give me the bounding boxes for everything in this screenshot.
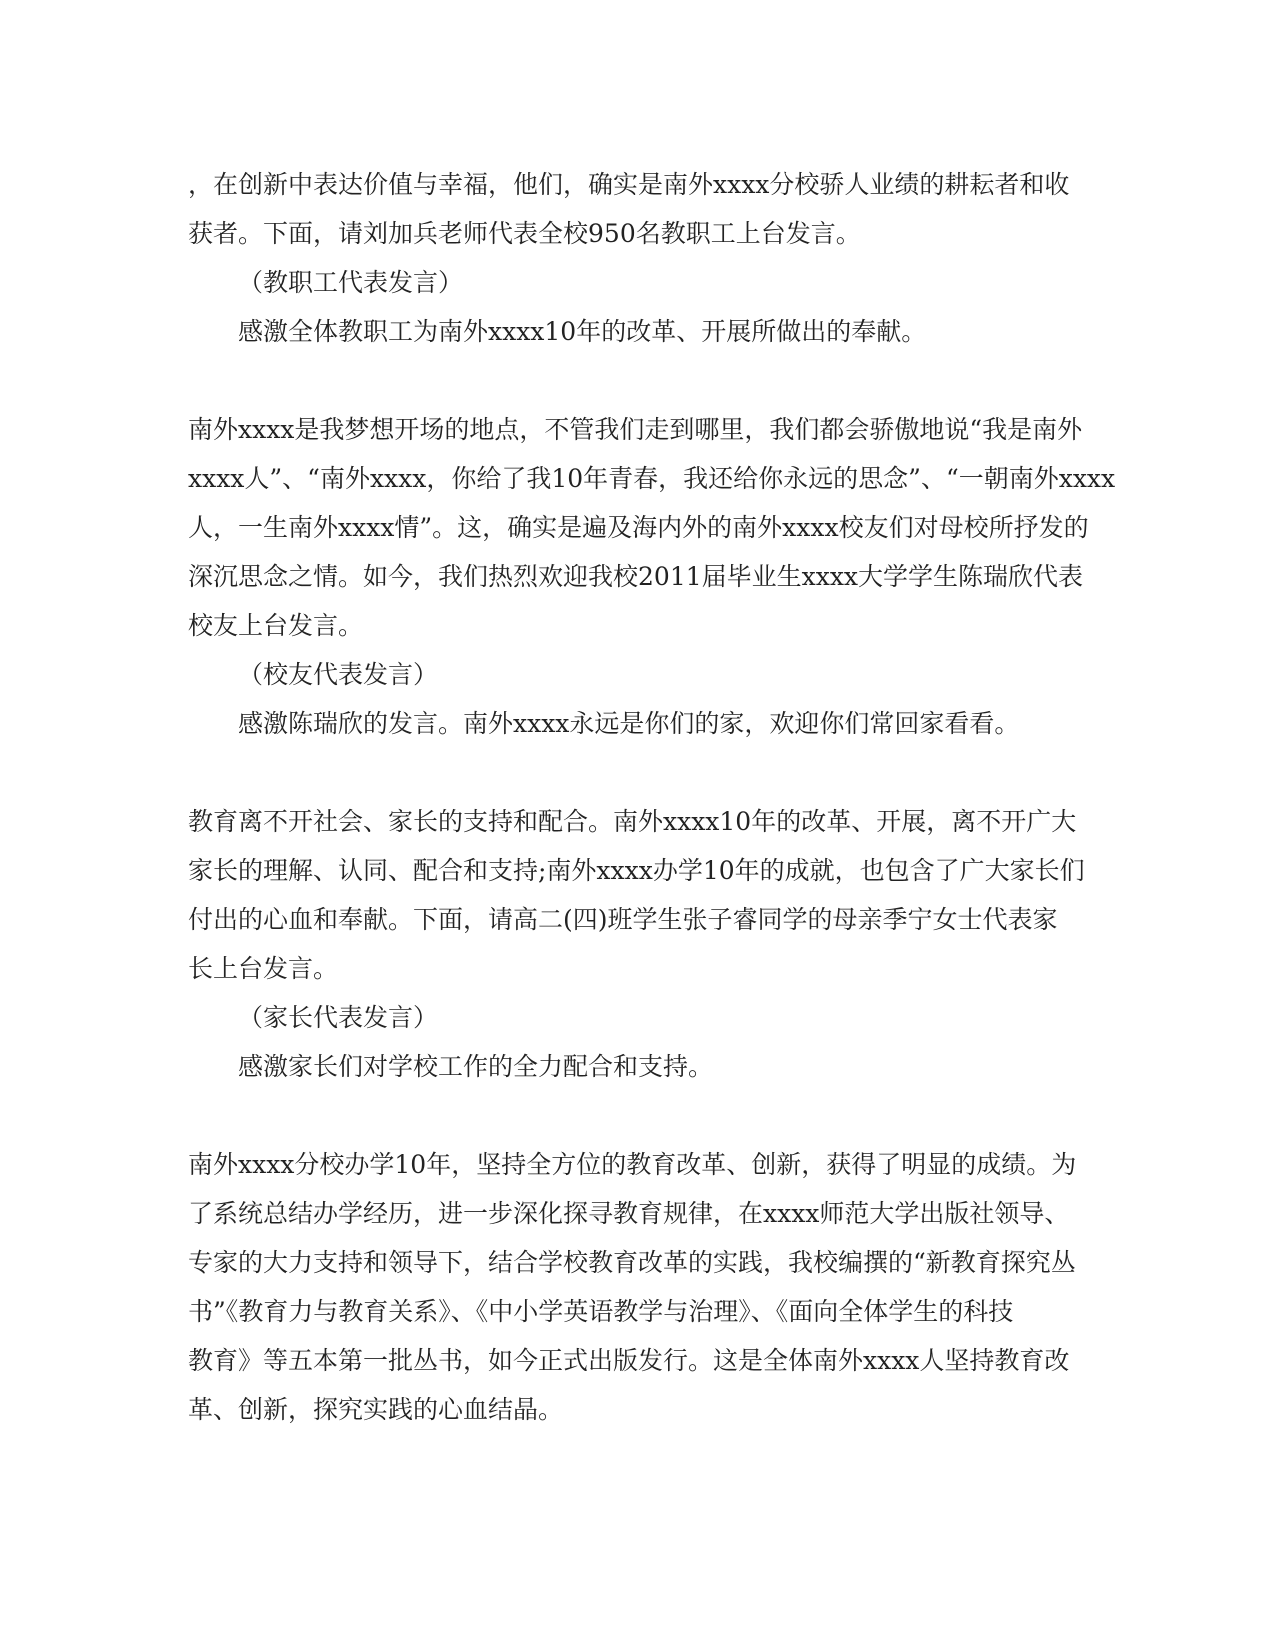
paragraph-line: 人，一生南外xxxx情”。这，确实是遍及海内外的南外xxxx校友们对母校所抒发的 [188,513,1089,542]
thanks-line: 感激全体教职工为南外xxxx10年的改革、开展所做出的奉献。 [238,317,927,346]
paragraph-line: 专家的大力支持和领导下，结合学校教育改革的实践，我校编撰的“新教育探究丛 [188,1248,1076,1277]
paragraph-line: xxxx人”、“南外xxxx，你给了我10年青春，我还给你永远的思念”、“一朝南外xxxx [188,464,1116,493]
speech-note: （家长代表发言） [238,1003,439,1032]
paragraph-line: 南外xxxx是我梦想开场的地点，不管我们走到哪里，我们都会骄傲地说“我是南外 [188,415,1083,444]
paragraph-line: 革、创新，探究实践的心血结晶。 [188,1395,564,1424]
thanks-line: 感激家长们对学校工作的全力配合和支持。 [238,1052,714,1081]
paragraph-line: 长上台发言。 [188,954,339,983]
paragraph-gap [188,1091,1088,1140]
paragraph-line: 了系统总结办学经历，进一步深化探寻教育规律，在xxxx师范大学出版社领导、 [188,1199,1070,1228]
paragraph-line: 校友上台发言。 [188,611,364,640]
speech-note: （教职工代表发言） [238,268,464,297]
paragraph-line: 家长的理解、认同、配合和支持;南外xxxx办学10年的成就，也包含了广大家长们 [188,856,1085,885]
paragraph-gap [188,356,1088,405]
paragraph-line: 付出的心血和奉献。下面，请高二(四)班学生张子睿同学的母亲季宁女士代表家 [188,905,1058,934]
paragraph-line: ，在创新中表达价值与幸福，他们，确实是南外xxxx分校骄人业绩的耕耘者和收 [188,170,1070,199]
paragraph-line: 书”《教育力与教育关系》、《中小学英语教学与治理》、《面向全体学生的科技 [188,1297,1014,1326]
speech-note: （校友代表发言） [238,660,439,689]
paragraph-line: 教育离不开社会、家长的支持和配合。南外xxxx10年的改革、开展，离不开广大 [188,807,1077,836]
paragraph-line: 教育》等五本第一批丛书，如今正式出版发行。这是全体南外xxxx人坚持教育改 [188,1346,1070,1375]
document-body [188,160,1116,1434]
paragraph-line: 深沉思念之情。如今，我们热烈欢迎我校2011届毕业生xxxx大学学生陈瑞欣代表 [188,562,1084,591]
paragraph-gap [188,748,1088,797]
paragraph-line: 南外xxxx分校办学10年，坚持全方位的教育改革、创新，获得了明显的成绩。为 [188,1150,1077,1179]
paragraph-line: 获者。下面，请刘加兵老师代表全校950名教职工上台发言。 [188,219,861,248]
thanks-line: 感激陈瑞欣的发言。南外xxxx永远是你们的家，欢迎你们常回家看看。 [238,709,1020,738]
